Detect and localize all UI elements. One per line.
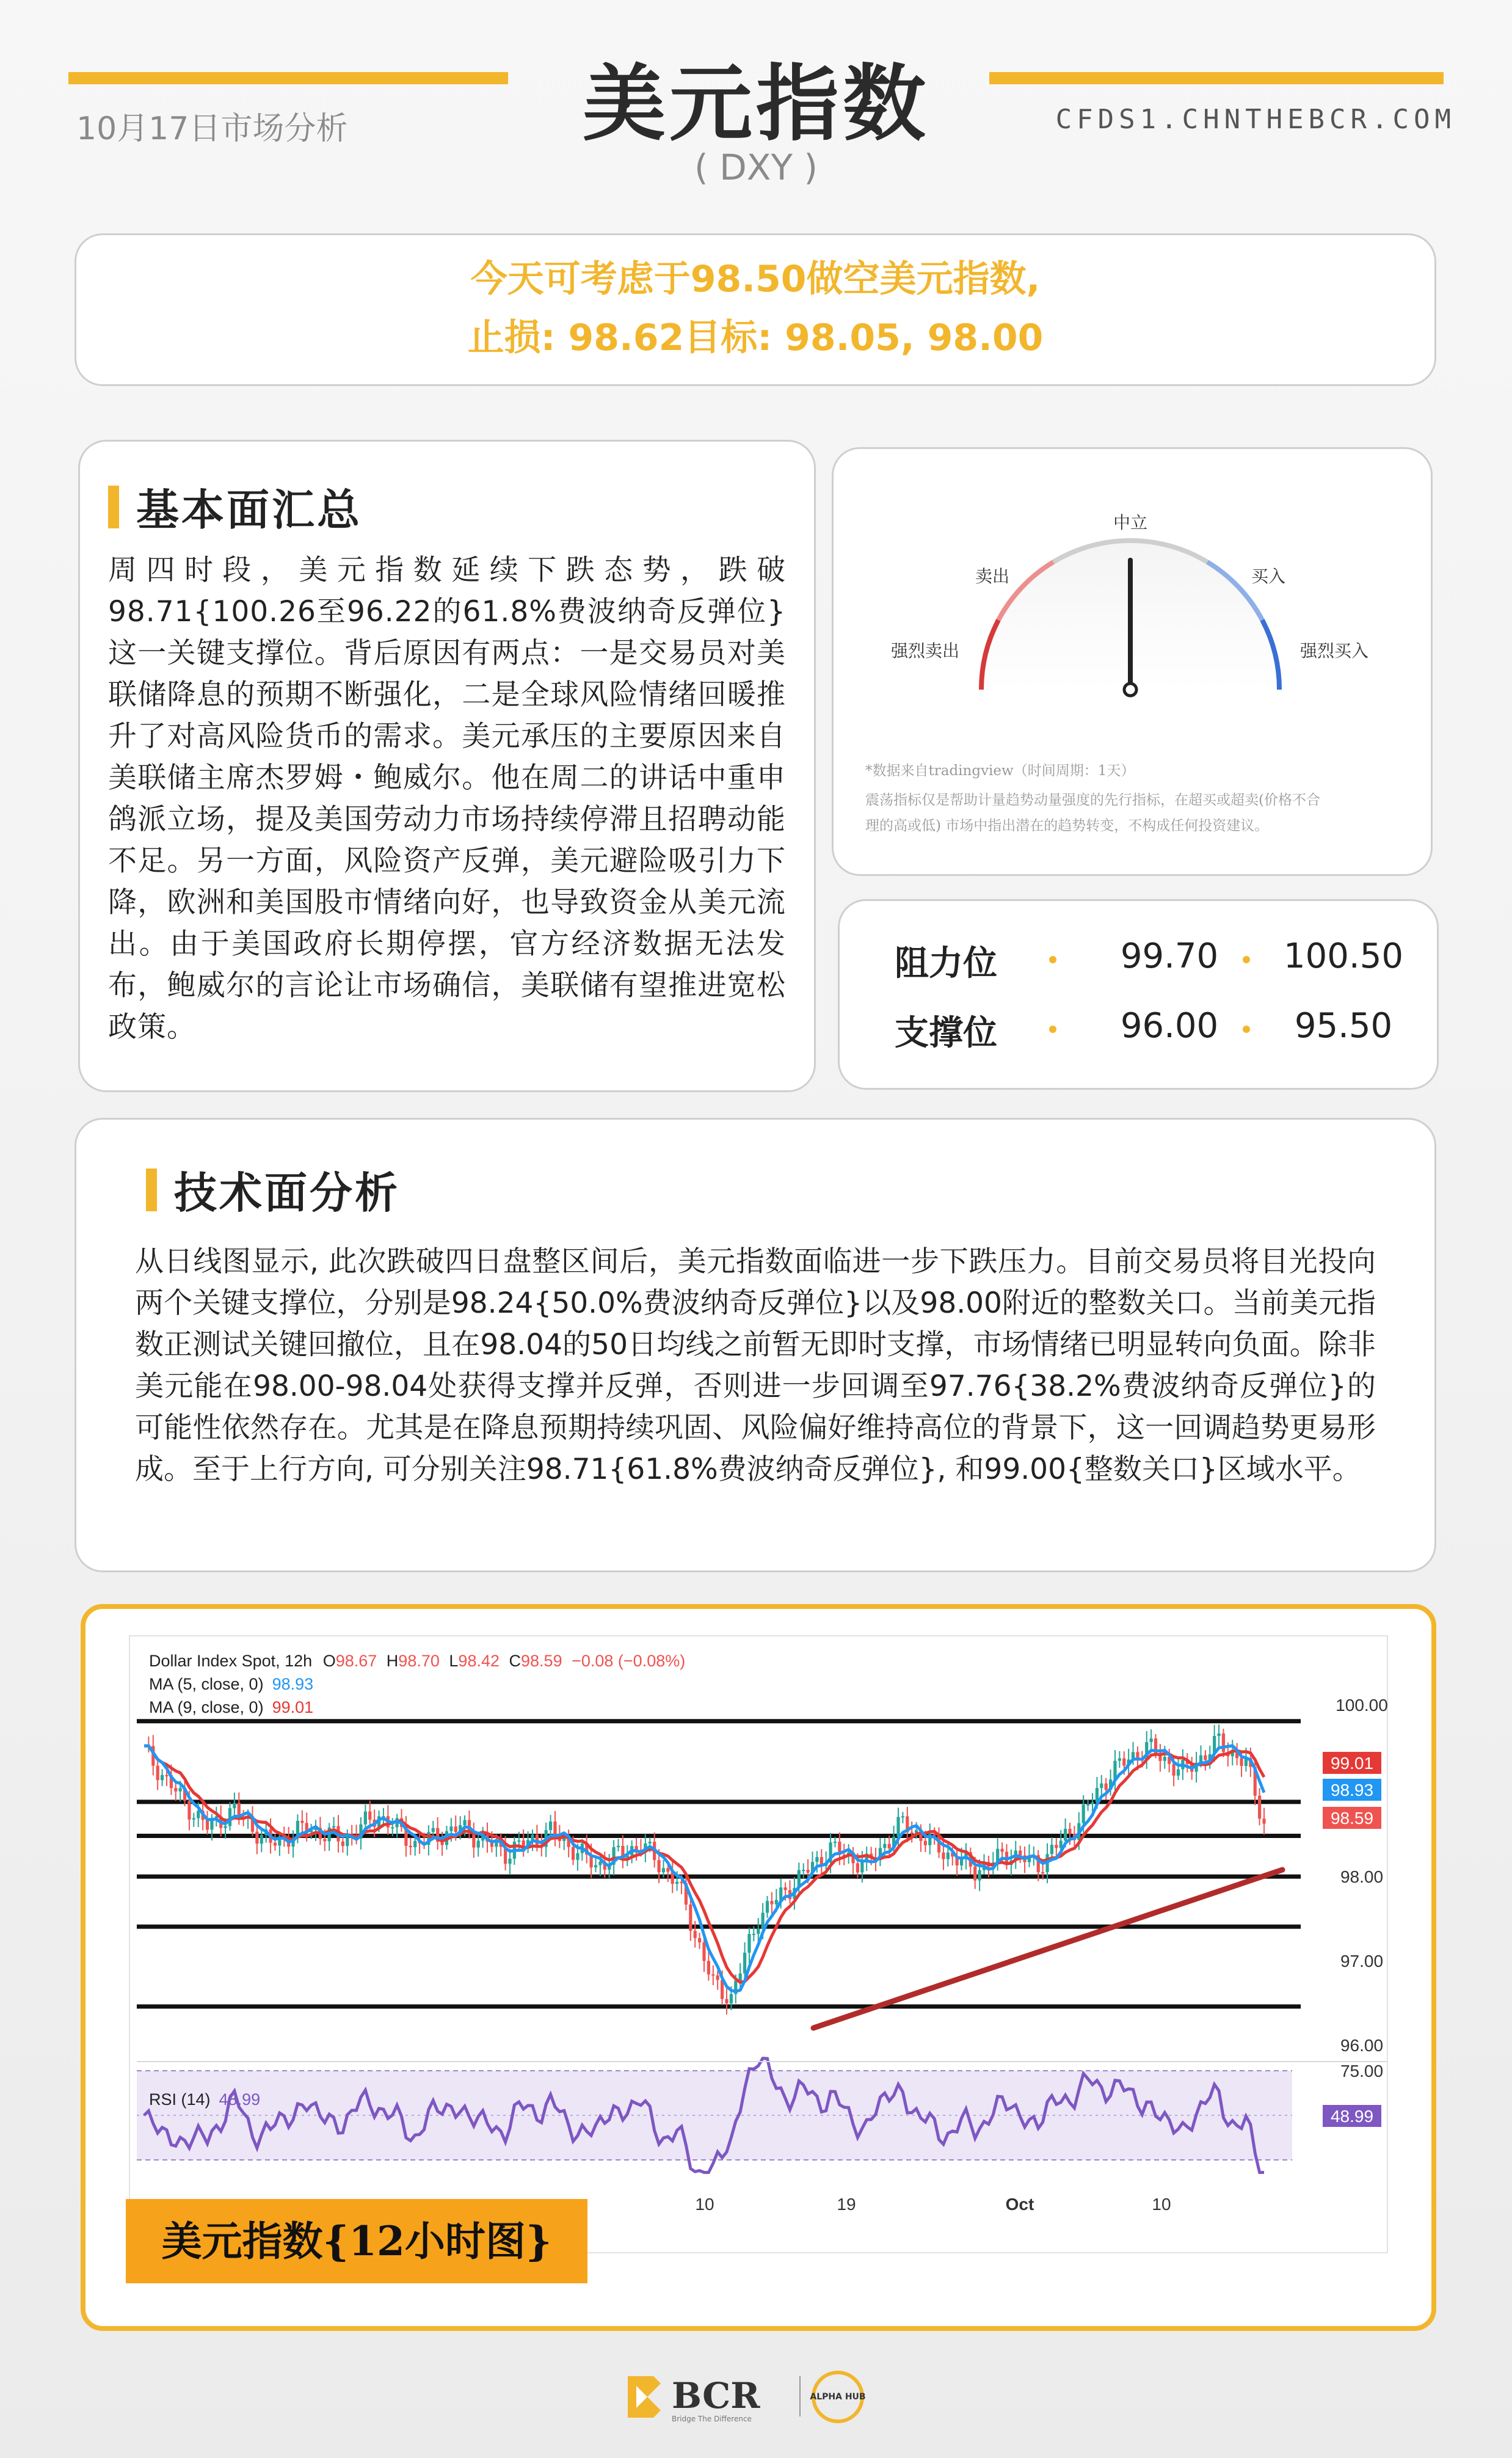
sentiment-gauge-card: [832, 447, 1433, 876]
signal-line-2: 止损: 98.62目标: 98.05, 98.00: [467, 316, 1044, 359]
footer-logo: [623, 2364, 892, 2425]
bullet-dot: [1243, 1026, 1250, 1033]
resistance-1: 99.70: [1120, 936, 1219, 976]
price-chart[interactable]: [85, 1609, 1431, 2326]
rsi-tag-text: 48.99: [1330, 2107, 1374, 2126]
resistance-row: [840, 936, 1437, 997]
gauge-source-note: *数据来自tradingview（时间周期：1天）: [865, 763, 1135, 779]
support-1: 96.00: [1120, 1006, 1219, 1046]
ma9-legend: MA (9, close, 0) 99.01: [149, 1698, 314, 1716]
trade-signal-card: [75, 233, 1436, 386]
gauge-label-buy: 买入: [1251, 566, 1286, 586]
rsi-axis-label: 75.00: [1340, 2062, 1384, 2081]
technical-heading-text: 技术面分析: [174, 1168, 400, 1218]
price-axis-label: 100.00: [1336, 1696, 1388, 1715]
price-tag-ma9-text: 99.01: [1330, 1754, 1374, 1773]
price-axis-label: 96.00: [1340, 2036, 1384, 2055]
gauge-pivot: [1124, 684, 1136, 696]
gauge-label-strong-sell: 强烈卖出: [890, 641, 960, 661]
chart-caption: 美元指数{12小时图}: [161, 2217, 552, 2265]
time-axis-label: Oct: [1005, 2195, 1034, 2214]
page-title: 美元指数: [583, 56, 929, 153]
resistance-label: 阻力位: [895, 944, 997, 983]
price-axis-label: 98.00: [1340, 1867, 1384, 1886]
bullet-dot: [1243, 956, 1250, 963]
technical-card: [75, 1118, 1436, 1572]
chart-legend-title: Dollar Index Spot, 12h O98.67 H98.70 L98.42 C98.59 −0.08 (−0.08%): [149, 1652, 686, 1670]
gauge-disclaimer-2: 理的高或低) 市场中指出潜在的趋势转变，不构成任何投资建议。: [865, 818, 1269, 834]
price-axis-label: 97.00: [1340, 1952, 1384, 1971]
sentiment-gauge: [834, 449, 1434, 730]
fundamental-body: 周四时段，美元指数延续下跌态势，跌破98.71{100.26至96.22的61.8%费波纳奇反弹位}这一关键支撑位。背后原因有两点：一是交易员对美联储降息的预期不断强化，二是全球风险情绪回暖推升了对高风险货币的需求。美元承压的主要原因来自美联储主席杰罗姆・鲍威尔。他在周二的讲话中重申鸽派立场，提及美国劳动力市场持续停滞且招聘动能不足。另一方面，风险资产反弹，美元避险吸引力下降，欧洲和美国股市情绪向好，也导致资金从美元流出。由于美国政府长期停摆，官方经济数据无法发布，鲍威尔的言论让市场确信，美联储有望推进宽松政策。: [108, 553, 786, 1044]
time-axis-label: 10: [695, 2195, 714, 2214]
footer-tagline: Bridge The Difference: [672, 2415, 752, 2423]
price-tag-close-text: 98.59: [1330, 1809, 1374, 1828]
ma5-legend: MA (5, close, 0) 98.93: [149, 1675, 314, 1693]
support-2: 95.50: [1294, 1006, 1393, 1046]
bullet-dot: [1049, 1026, 1056, 1033]
gauge-label-strong-buy: 强烈买入: [1299, 641, 1369, 661]
time-axis-label: 10: [1152, 2195, 1171, 2214]
fundamental-card: [78, 440, 816, 1092]
heading-marker: [108, 486, 119, 528]
support-row: [840, 1006, 1437, 1067]
gauge-label-neutral: 中立: [1113, 512, 1148, 533]
technical-heading: [146, 1159, 1376, 1220]
gauge-label-sell: 卖出: [975, 566, 1010, 586]
footer-partner: ALPHA HUB: [810, 2392, 866, 2402]
bullet-dot: [1049, 956, 1056, 963]
rsi-legend: RSI (14) 48.99: [149, 2090, 261, 2109]
site-url[interactable]: CFDS1.CHNTHEBCR.COM: [1055, 104, 1456, 135]
technical-body: 从日线图显示, 此次跌破四日盘整区间后，美元指数面临进一步下跌压力。目前交易员将目光投向两个关键支撑位，分别是98.24{50.0%费波纳奇反弹位}以及98.00附近的整数关口。当前美元指数正测试关键回撤位，且在98.04的50日均线之前暂无即时支撑，市场情绪已明显转向负面。除非美元能在98.00-98.04处获得支撑并反弹，否则进一步回调至97.76{38.2%费波纳奇反弹位}的可能性依然存在。尤其是在降息预期持续巩固、风险偏好维持高位的背景下，这一回调趋势更易形成。至于上行方向, 可分别关注98.71{61.8%费波纳奇反弹位}, 和99.00{整数关口}区域水平。: [135, 1245, 1376, 1486]
footer-brand: BCR: [672, 2375, 760, 2416]
price-chart-card: [81, 1604, 1436, 2331]
fundamental-heading: [108, 476, 786, 538]
price-tag-ma5-text: 98.93: [1330, 1781, 1374, 1800]
heading-marker: [146, 1169, 157, 1211]
gauge-disclaimer-1: 震荡指标仅是帮助计量趋势动量强度的先行指标，在超买或超卖(价格不合: [865, 792, 1320, 808]
fundamental-heading-text: 基本面汇总: [136, 485, 362, 535]
report-date: 10月17日市场分析: [76, 111, 348, 147]
resistance-2: 100.50: [1284, 936, 1403, 976]
support-label: 支撑位: [895, 1013, 997, 1053]
bcr-logo-icon: [623, 2364, 892, 2425]
signal-line-1: 今天可考虑于98.50做空美元指数,: [470, 258, 1041, 301]
key-levels-card: [838, 899, 1439, 1090]
time-axis-label: 19: [837, 2195, 856, 2214]
page-subtitle: ( DXY ): [694, 147, 818, 188]
